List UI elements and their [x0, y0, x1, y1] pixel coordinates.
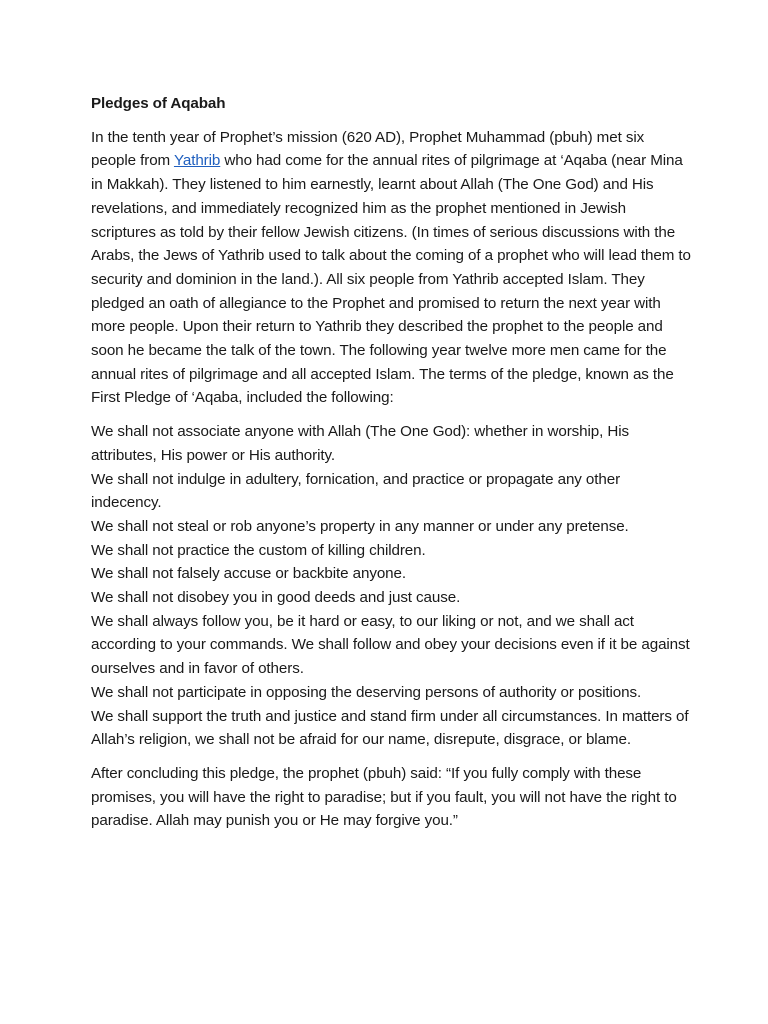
intro-text-before-link: In the tenth year of Prophet’s mission (620 AD), Prophet Muhammad (pbuh) met six people from	[91, 128, 645, 170]
list-item: We shall not practice the custom of killing children.	[91, 541, 426, 559]
intro-paragraph	[91, 126, 691, 410]
list-item: We shall not disobey you in good deeds and just cause.	[91, 589, 461, 607]
list-item: We shall not associate anyone with Allah (The One God): whether in worship, His attributes, His power or His authority.	[91, 423, 629, 464]
list-item: We shall not indulge in adultery, fornication, and practice or propagate any other indecency.	[91, 470, 621, 512]
intro-text-after-link: who had come for the annual rites of pilgrimage at ‘Aqaba (near Mina in Makkah). They listened to him earnestly, learnt about Allah (The One God) and His revelations, and immediately recognized him as the prophet mentioned in Jewish scriptures as told by their fellow Jewish citizens. (In times of serious discussions with the Arabs, the Jews of Yathrib used to talk about the coming of a prophet who will lead them to security and dominion in the land.). All six people from Yathrib accepted Islam. They pledged an oath of allegiance to the Prophet and promised to return the next year with more people. Upon their return to Yathrib they described the prophet to the people and soon he became the talk of the town. The following year twelve more men came for the annual rites of pilgrimage and all accepted Islam. The terms of the pledge, known as the First Pledge of ‘Aqaba, included the following:	[91, 152, 691, 407]
document-page	[91, 92, 691, 843]
list-item: We shall always follow you, be it hard or easy, to our liking or not, and we shall act according to your commands. We shall follow and obey your decisions even if it be against ourselves and in favor of others.	[91, 612, 690, 678]
list-item: We shall not participate in opposing the deserving persons of authority or positions.	[91, 683, 642, 701]
pledge-list	[91, 420, 691, 752]
list-item: We shall not steal or rob anyone’s property in any manner or under any pretense.	[91, 517, 629, 535]
list-item: We shall support the truth and justice and stand firm under all circumstances. In matters of Allah’s religion, we shall not be afraid for our name, disrepute, disgrace, or blame.	[91, 707, 689, 749]
document-title: Pledges of Aqabah	[91, 95, 226, 112]
list-item: We shall not falsely accuse or backbite anyone.	[91, 565, 406, 583]
closing-paragraph: After concluding this pledge, the prophet (pbuh) said: “If you fully comply with these promises, you will have the right to paradise; but if you fault, you will not have the right to paradise. Allah may punish you or He may forgive you.”	[91, 764, 677, 830]
yathrib-link[interactable]: Yathrib	[173, 152, 221, 170]
